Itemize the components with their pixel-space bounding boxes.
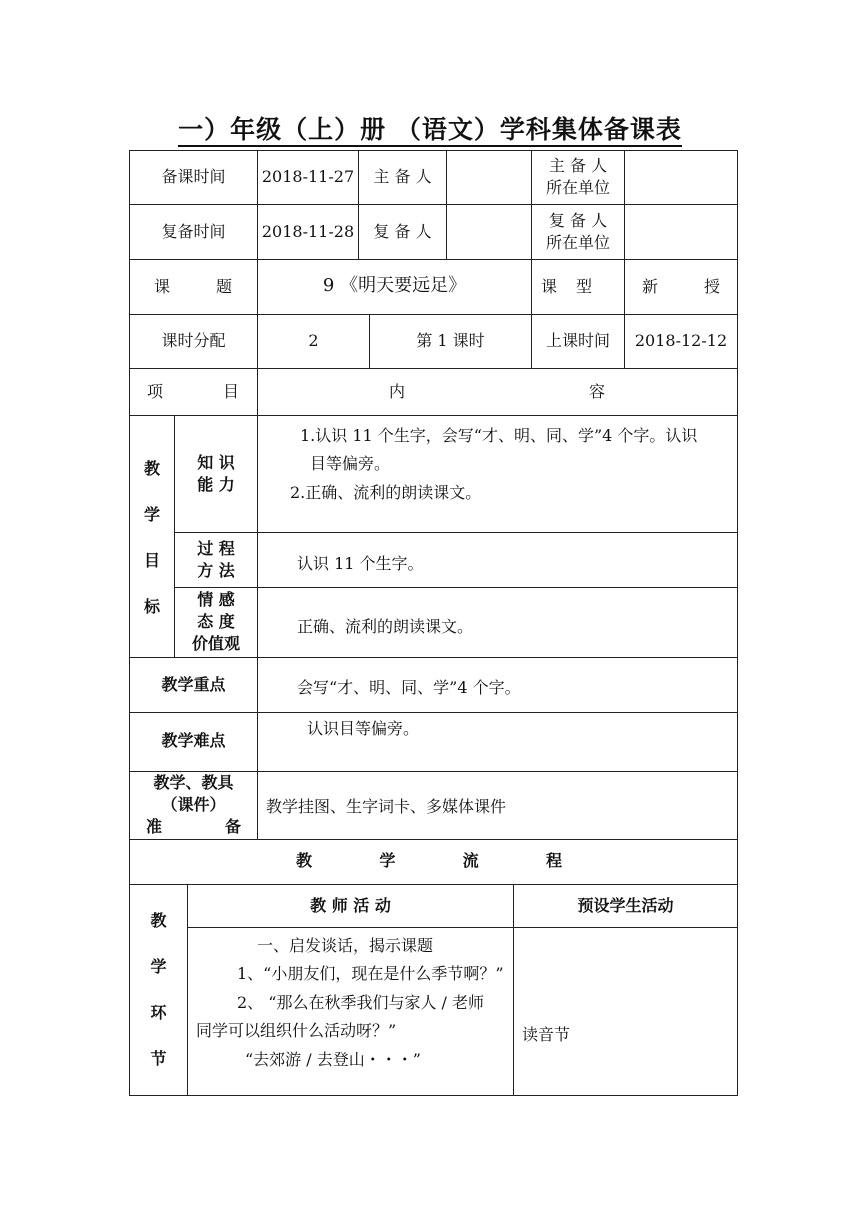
teacher-activity-header: 教 师 活 动 [310, 896, 391, 915]
materials-label: 教学、教具 （课件） 准 备 [146, 773, 241, 836]
flow-header: 教 学 流 程 [296, 851, 562, 870]
knowledge-line-1: 1.认识 11 个生字，会写“才、明、同、学”4 个字。认识 [300, 426, 698, 445]
flow-side-label: 教 学 环 节 [150, 911, 167, 1068]
item-header: 项 目 [147, 382, 239, 401]
periods-label: 课时分配 [161, 331, 226, 350]
class-time-value: 2018-12-12 [634, 331, 728, 350]
teacher-line-5: “去郊游 / 去登山・・・” [245, 1050, 421, 1069]
reviewer-label: 复 备 人 [373, 222, 432, 241]
periods-value: 2 [308, 331, 319, 350]
student-activity-text: 读音节 [522, 1025, 571, 1044]
teacher-line-2: 1、“小朋友们，现在是什么季节啊？” [237, 964, 504, 983]
type-value: 新 授 [642, 277, 720, 296]
process-text: 认识 11 个生字。 [297, 554, 424, 573]
key-point-label: 教学重点 [161, 675, 226, 694]
lead-unit-label: 主 备 人 所在单位 [545, 156, 610, 197]
knowledge-line-3: 2.正确、流利的朗读课文。 [290, 483, 482, 502]
emotion-label: 情 感 态 度 价值观 [191, 590, 240, 653]
knowledge-label: 知 识 能 力 [197, 453, 235, 494]
content-header: 内 容 [389, 382, 605, 401]
prep-time-value: 2018-11-27 [261, 167, 355, 186]
review-time-value: 2018-11-28 [261, 222, 355, 241]
process-label: 过 程 方 法 [197, 539, 235, 580]
page-title: 一）年级（上）册 （语文）学科集体备课表 [0, 110, 860, 146]
materials-text: 教学挂图、生字词卡、多媒体课件 [266, 797, 507, 816]
review-time-label: 复备时间 [161, 222, 226, 241]
type-label: 课 型 [541, 277, 592, 296]
knowledge-line-2: 目等偏旁。 [310, 454, 391, 473]
emotion-text: 正确、流利的朗读课文。 [297, 617, 474, 636]
reviewer-unit-label: 复 备 人 所在单位 [545, 211, 610, 252]
period-current: 第 1 课时 [416, 331, 485, 350]
class-time-label: 上课时间 [545, 331, 610, 350]
difficulty-text: 认识目等偏旁。 [307, 719, 420, 738]
teacher-line-3: 2、 “那么在秋季我们与家人 / 老师 [237, 993, 485, 1012]
key-point-text: 会写“才、明、同、学”4 个字。 [297, 678, 521, 697]
topic-value: 9 《明天要远足》 [322, 275, 467, 296]
student-activity-header: 预设学生活动 [577, 896, 674, 915]
teacher-line-4: 同学可以组织什么活动呀？” [196, 1021, 397, 1040]
lead-label: 主 备 人 [373, 167, 432, 186]
difficulty-label: 教学难点 [161, 731, 226, 750]
topic-label: 课 题 [154, 277, 232, 296]
goals-side-label: 教 学 目 标 [143, 459, 160, 616]
teacher-line-1: 一、启发谈话，揭示课题 [257, 936, 434, 955]
prep-time-label: 备课时间 [161, 167, 226, 186]
